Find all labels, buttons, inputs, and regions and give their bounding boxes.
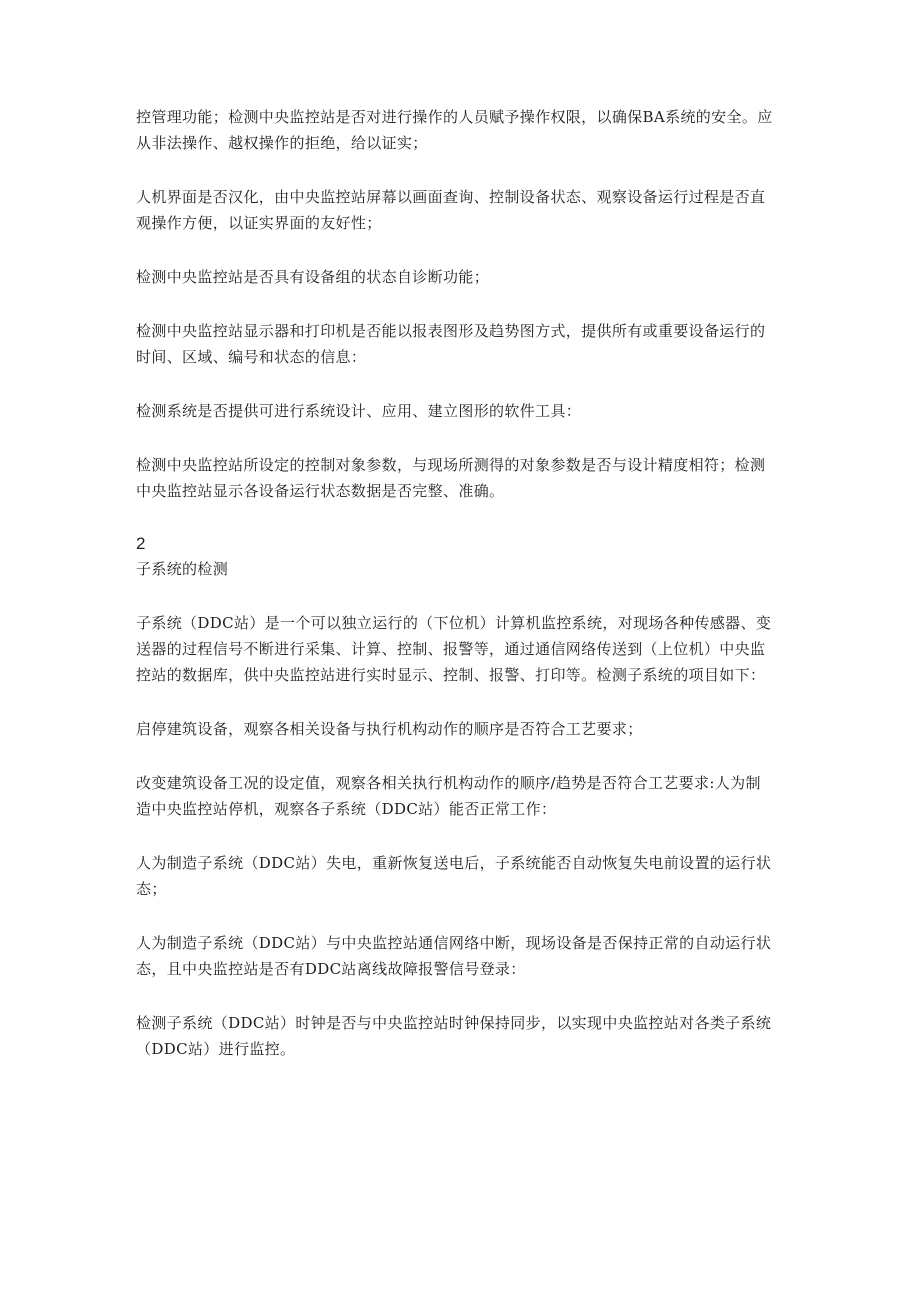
document-page bbox=[136, 104, 786, 1090]
paragraph-hmi-localization: 人机界面是否汉化，由中央监控站屏幕以画面查询、控制设备状态、观察设备运行过程是否直 观操作方便，以证实界面的友好性； bbox=[136, 188, 766, 232]
paragraph-setpoint-change: 改变建筑设备工况的设定值，观察各相关执行机构动作的顺序/趋势是否符合工艺要求:人为制 造中央监控站停机，观察各子系统（DDC站）能否正常工作： bbox=[136, 774, 761, 818]
paragraph-self-diagnosis: 检测中央监控站是否具有设备组的状态自诊断功能； bbox=[136, 268, 490, 286]
section-title: 子系统的检测 bbox=[136, 560, 229, 578]
paragraph-subsystem-intro: 子系统（DDC站）是一个可以独立运行的（下位机）计算机监控系统，对现场各种传感器、变 送器的过程信号不断进行采集、计算、控制、报警等，通过通信网络传送到（上位机）中央监 控站的数据库，供中央监控站进行实时显示、控制、报警、打印等。检测子系统的项目如下： bbox=[136, 614, 772, 684]
paragraph-network-interrupt: 人为制造子系统（DDC站）与中央监控站通信网络中断，现场设备是否保持正常的自动运行状 态，且中央监控站是否有DDC站离线故障报警信号登录： bbox=[136, 934, 772, 978]
paragraph-clock-sync: 检测子系统（DDC站）时钟是否与中央监控站时钟保持同步，以实现中央监控站对各类子系统 （DDC站）进行监控。 bbox=[136, 1014, 772, 1058]
section-number: 2 bbox=[136, 534, 146, 553]
paragraph-control-management: 控管理功能；检测中央监控站是否对进行操作的人员赋予操作权限，以确保BA系统的安全。应 从非法操作、越权操作的拒绝，给以证实； bbox=[136, 108, 773, 152]
paragraph-control-parameters: 检测中央监控站所设定的控制对象参数，与现场所测得的对象参数是否与设计精度相符；检测 中央监控站显示各设备运行状态数据是否完整、准确。 bbox=[136, 456, 766, 500]
paragraph-power-loss: 人为制造子系统（DDC站）失电，重新恢复送电后，子系统能否自动恢复失电前设置的运行状 态； bbox=[136, 854, 772, 898]
paragraph-software-tools: 检测系统是否提供可进行系统设计、应用、建立图形的软件工具： bbox=[136, 402, 582, 420]
paragraph-display-printer: 检测中央监控站显示器和打印机是否能以报表图形及趋势图方式，提供所有或重要设备运行的 时间、区域、编号和状态的信息： bbox=[136, 322, 766, 366]
paragraph-start-stop: 启停建筑设备，观察各相关设备与执行机构动作的顺序是否符合工艺要求； bbox=[136, 720, 643, 738]
